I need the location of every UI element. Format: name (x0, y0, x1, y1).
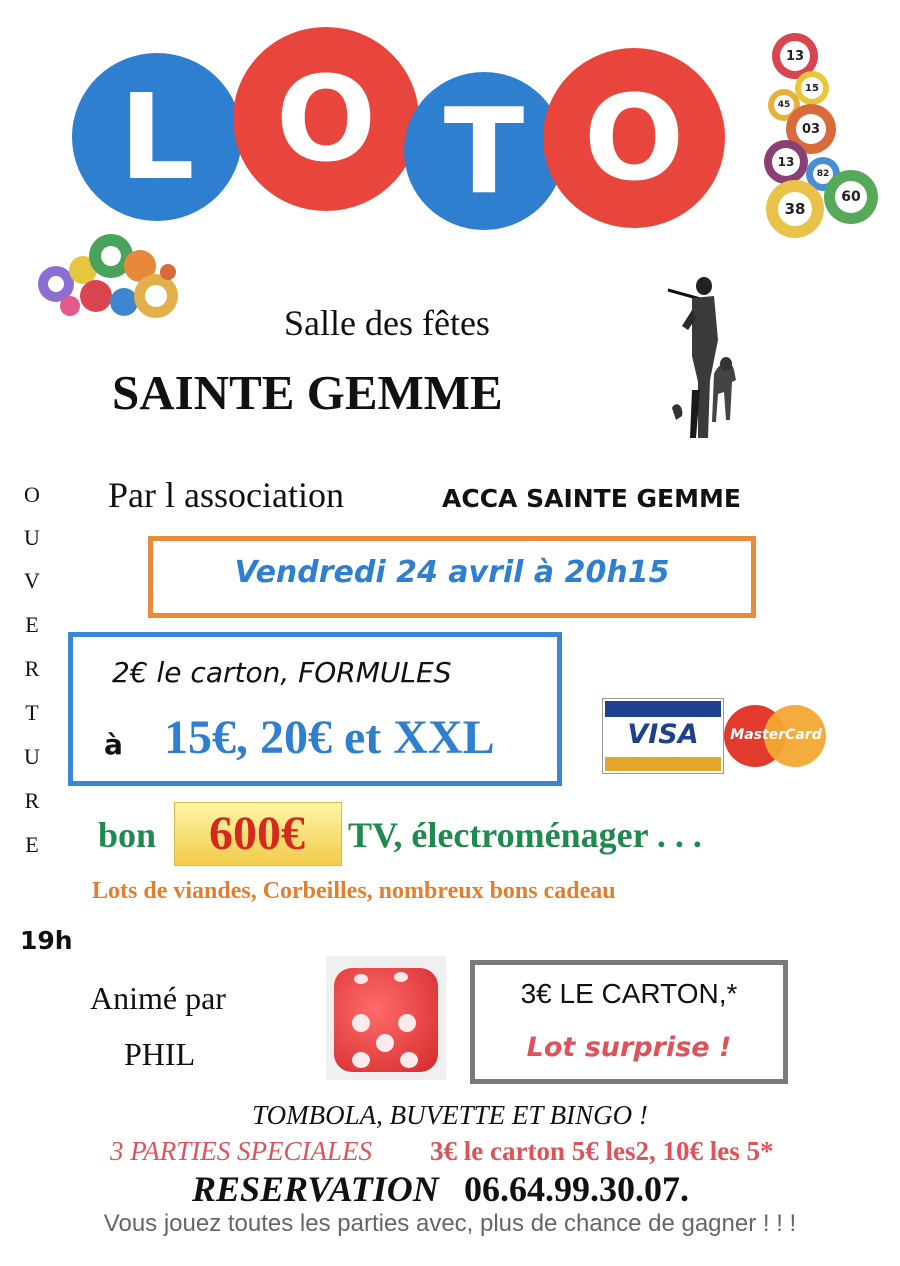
opening-letter: U (24, 744, 40, 769)
title-circle-o2 (543, 48, 725, 228)
lottery-balls-decoration (28, 232, 188, 324)
host-label: Animé par (90, 980, 226, 1016)
title-circle-t (404, 72, 564, 230)
event-date: Vendredi 24 avril à 20h15 (234, 555, 670, 590)
opening-letter: V (24, 568, 40, 593)
ball-60: 60 (824, 170, 878, 224)
prize-lots: Lots de viandes, Corbeilles, nombreux bons cadeau (92, 878, 616, 904)
opening-time: 19h (20, 926, 73, 955)
opening-letter: R (24, 656, 40, 681)
ball-45: 45 (768, 89, 800, 121)
tombola-line: TOMBOLA, BUVETTE ET BINGO ! (252, 1100, 648, 1130)
venue-line-1: Salle des fêtes (284, 303, 490, 343)
hunter-with-dog-illustration (662, 270, 742, 442)
ball-82: 82 (806, 157, 840, 191)
title-letter-l: L (119, 68, 195, 206)
ball-15: 15 (795, 71, 829, 105)
special-line-1: 3€ LE CARTON,* (520, 978, 738, 1009)
prize-bon: bon (98, 815, 157, 855)
title-circle-o1 (233, 27, 419, 211)
pricing-line-1: 2€ le carton, FORMULES (112, 656, 452, 689)
organizer-prefix: Par l association (108, 475, 344, 515)
ball-13b: 13 (764, 140, 808, 184)
visa-label: VISA (627, 719, 699, 750)
dice-icon (326, 956, 446, 1080)
opening-letter: E (25, 612, 39, 637)
pricing-a: à (104, 728, 123, 761)
opening-letter: T (25, 700, 39, 725)
ball-03: 03 (786, 104, 836, 154)
mastercard-icon (724, 705, 828, 767)
special-parties-label: 3 PARTIES SPECIALES (110, 1136, 372, 1166)
opening-letter: E (25, 832, 39, 857)
opening-letter: U (24, 525, 40, 550)
prize-list: TV, électroménager . . . (348, 815, 702, 855)
footer-note: Vous jouez toutes les parties avec, plus de chance de gagner ! ! ! (103, 1210, 797, 1237)
title-letter-t: T (443, 82, 525, 220)
special-parties-prices: 3€ le carton 5€ les2, 10€ les 5* (430, 1136, 774, 1166)
title-letter-o1: O (275, 50, 377, 188)
ball-38: 38 (766, 180, 824, 238)
opening-letter: R (24, 788, 40, 813)
mastercard-label: MasterCard (730, 727, 822, 743)
reservation-label: RESERVATION (192, 1169, 439, 1209)
reservation-phone: 06.64.99.30.07. (464, 1169, 689, 1209)
title-circle-l (72, 53, 242, 221)
ball-13a: 13 (772, 33, 818, 79)
opening-letter: O (24, 482, 40, 507)
pricing-line-2: 15€, 20€ et XXL (164, 711, 495, 764)
title-letter-o2: O (583, 69, 685, 207)
prize-amount: 600€ (209, 807, 305, 860)
host-name: PHIL (124, 1036, 196, 1072)
venue-name: SAINTE GEMME (112, 365, 503, 420)
visa-card-icon (602, 698, 724, 774)
special-line-2: Lot surprise ! (526, 1032, 732, 1063)
organizer-name: ACCA SAINTE GEMME (442, 484, 741, 513)
